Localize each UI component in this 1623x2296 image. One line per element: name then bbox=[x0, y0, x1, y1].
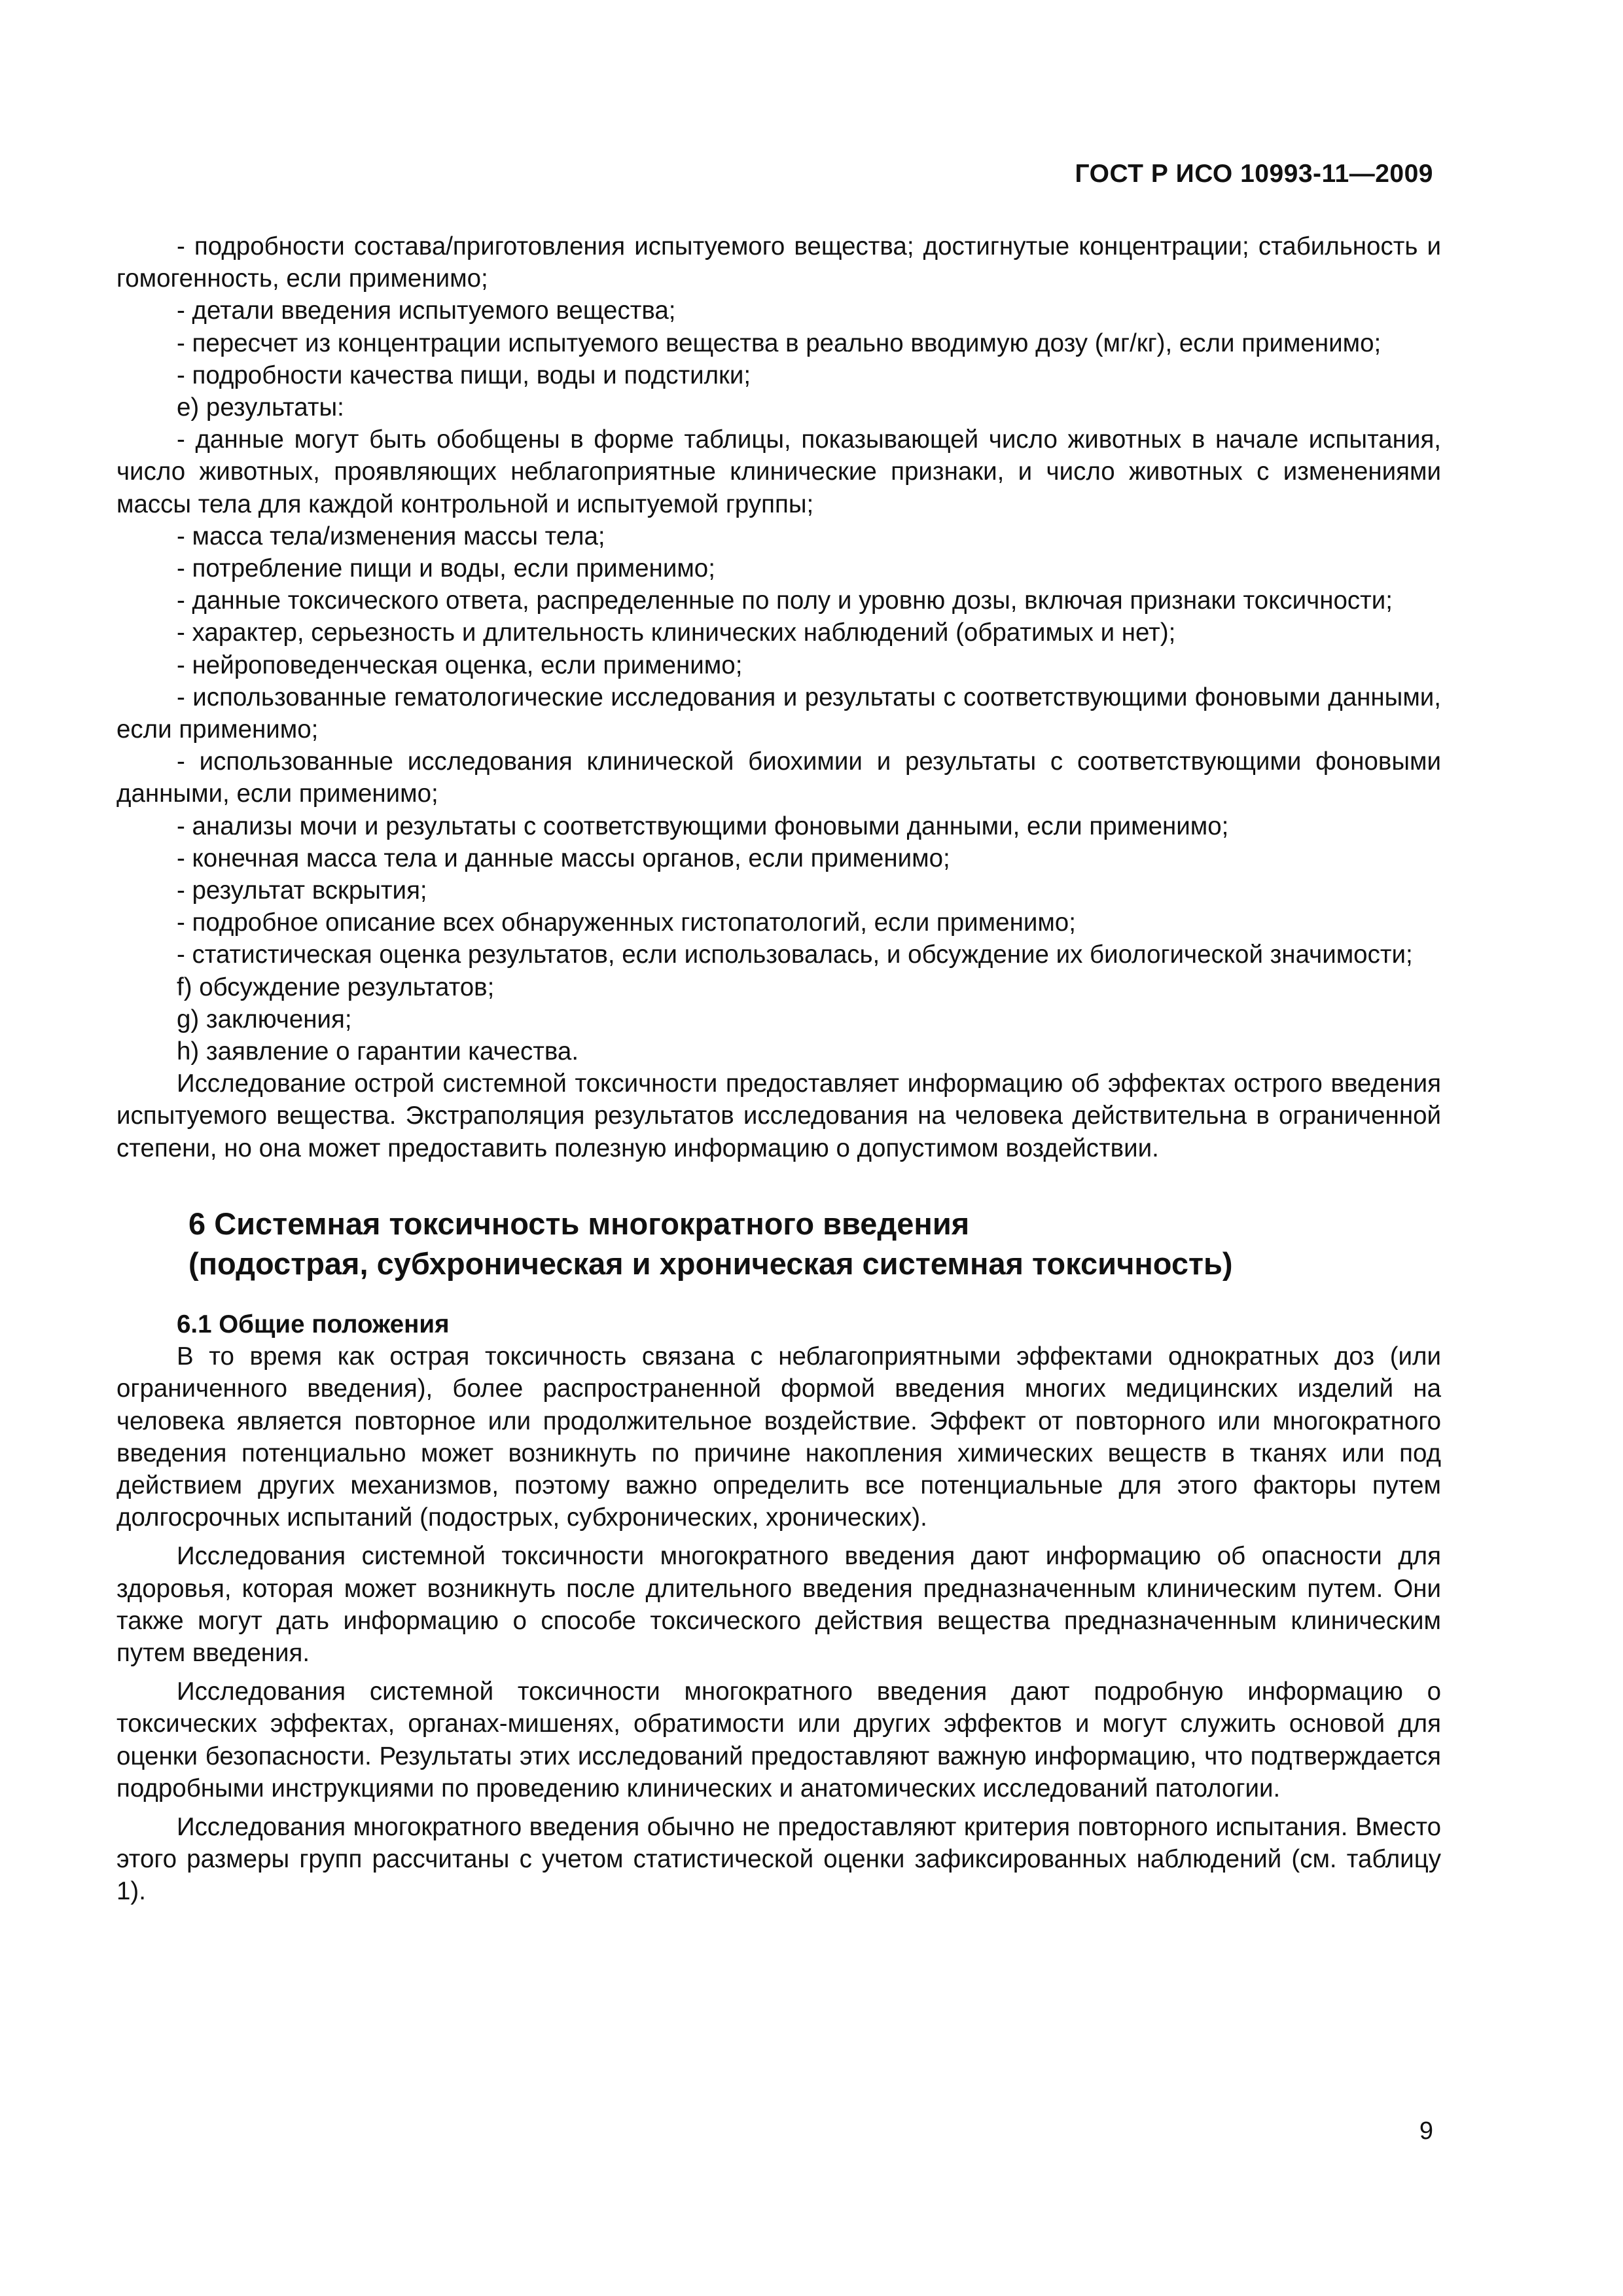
list-item: - подробное описание всех обнаруженных гистопатологий, если применимо; bbox=[177, 908, 1076, 937]
list-item: - использованные гематологические исследования и результаты с соответствующими фоновыми данными, если применимо; bbox=[116, 683, 1441, 744]
list-item: - анализы мочи и результаты с соответствующими фоновыми данными, если применимо; bbox=[177, 812, 1229, 840]
list-item: - результат вскрытия; bbox=[177, 876, 427, 905]
body-paragraph: Исследования системной токсичности многократного введения дают информацию об опасности для здоровья, которая может возникнуть после длительного введения предназначенным клиническим путем. Они также могут дать информацию о способе токсического действия вещества предназначенным клиническим путем введения. bbox=[116, 1542, 1441, 1667]
closing-paragraph: Исследование острой системной токсичности предоставляет информацию об эффектах острого введения испытуемого вещества. Экстраполяция результатов исследования на человека действительна в ограниченной степени, но она может предоставить полезную информацию о допустимом воздействии. bbox=[116, 1069, 1441, 1162]
list-item: h) заявление о гарантии качества. bbox=[177, 1037, 579, 1066]
document-header-id: ГОСТ Р ИСО 10993-11—2009 bbox=[1075, 160, 1433, 188]
list-item: - масса тела/изменения массы тела; bbox=[177, 522, 605, 550]
list-item: - нейроповеденческая оценка, если применимо; bbox=[177, 651, 743, 679]
list-item: - использованные исследования клинической биохимии и результаты с соответствующими фоновыми данными, если применимо; bbox=[116, 747, 1441, 808]
subsection-heading: 6.1 Общие положения bbox=[177, 1310, 450, 1338]
section-title-line1: 6 Системная токсичность многократного введения bbox=[188, 1206, 970, 1241]
body-paragraph: Исследования многократного введения обычно не предоставляют критерия повторного испытания. Вместо этого размеры групп рассчитаны с учетом статистической оценки зафиксированных наблюдений (см. таблицу 1). bbox=[116, 1812, 1441, 1906]
list-item: f) обсуждение результатов; bbox=[177, 973, 495, 1001]
list-item: - детали введения испытуемого вещества; bbox=[177, 296, 676, 325]
list-item: - подробности качества пищи, воды и подстилки; bbox=[177, 361, 751, 389]
list-item: - пересчет из концентрации испытуемого вещества в реально вводимую дозу (мг/кг), если применимо; bbox=[177, 329, 1382, 357]
list-item: - потребление пищи и воды, если применимо; bbox=[177, 554, 715, 583]
list-item: е) результаты: bbox=[177, 393, 344, 422]
list-item: - конечная масса тела и данные массы органов, если применимо; bbox=[177, 844, 950, 872]
body-paragraph: В то время как острая токсичность связана с неблагоприятными эффектами однократных доз (или ограниченного введения), более распространенной формой введения многих медицинских изделий на человека является повторное или продолжительное воздействие. Эффект от повторного или многократного введения потенциально может возникнуть по причине накопления химических веществ в тканях или под действием других механизмов, поэтому важно определить все потенциальные для этого факторы путем долгосрочных испытаний (подострых, субхронических, хронических). bbox=[116, 1342, 1441, 1532]
list-item: - подробности состава/приготовления испытуемого вещества; достигнутые концентрации; стабильность и гомогенность, если применимо; bbox=[116, 232, 1441, 293]
section-heading bbox=[116, 1204, 1441, 1283]
page-number: 9 bbox=[1419, 2117, 1433, 2145]
list-item: g) заключения; bbox=[177, 1005, 352, 1033]
list-item: - статистическая оценка результатов, если использовалась, и обсуждение их биологической значимости; bbox=[177, 941, 1413, 969]
list-item: - характер, серьезность и длительность клинических наблюдений (обратимых и нет); bbox=[177, 619, 1176, 647]
body-paragraph: Исследования системной токсичности многократного введения дают подробную информацию о токсических эффектах, органах-мишенях, обратимости или других эффектов и могут служить основой для оценки безопасности. Результаты этих исследований предоставляют важную информацию, что подтверждается подробными инструкциями по проведению клинических и анатомических исследований патологии. bbox=[116, 1677, 1441, 1803]
list-item: - данные токсического ответа, распределенные по полу и уровню дозы, включая признаки токсичности; bbox=[177, 586, 1393, 615]
section-title-line2: (подострая, субхроническая и хроническая системная токсичность) bbox=[188, 1246, 1233, 1281]
page-body bbox=[116, 230, 1441, 1908]
list-item: - данные могут быть обобщены в форме таблицы, показывающей число животных в начале испытания, число животных, проявляющих неблагоприятные клинические признаки, и число животных с изменениями массы тела для каждой контрольной и испытуемой группы; bbox=[116, 425, 1441, 518]
